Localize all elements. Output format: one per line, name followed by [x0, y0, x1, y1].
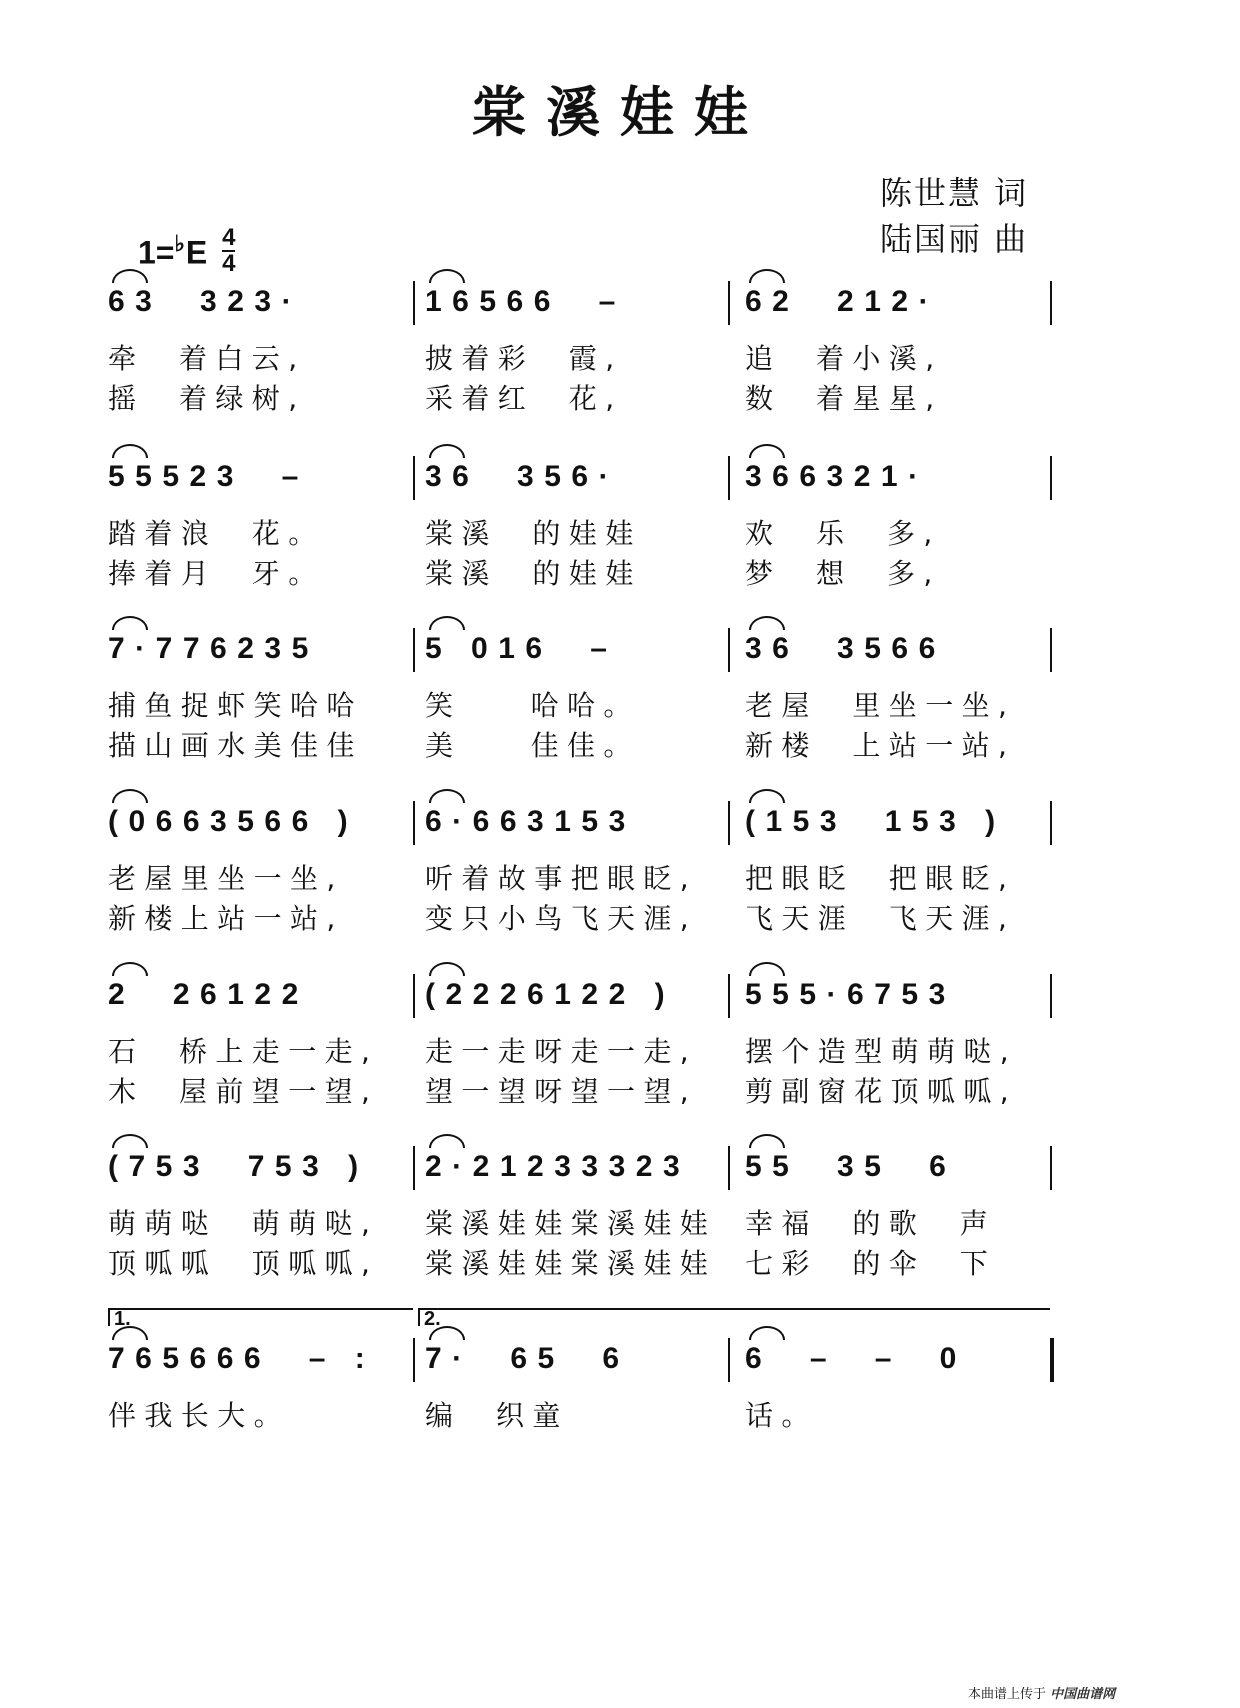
barline: [728, 1338, 730, 1382]
barline: [413, 1146, 415, 1190]
time-denominator: 4: [222, 250, 236, 277]
lyric-verse-1: 棠溪娃娃棠溪娃娃: [425, 1207, 717, 1240]
final-barline: [1050, 1338, 1054, 1382]
slur-mark: [429, 616, 465, 630]
barline: [1050, 281, 1052, 325]
lyric-verse-2: 七彩 的伞 下: [745, 1247, 997, 1280]
barline: [1050, 628, 1052, 672]
slur-mark: [429, 962, 465, 976]
lyric-verse-2: 剪副窗花顶呱呱,: [745, 1075, 1018, 1108]
barline: [413, 456, 415, 500]
key-prefix: 1=: [138, 234, 175, 271]
lyric-verse-2: 采着红 花,: [425, 382, 623, 415]
barline: [728, 628, 730, 672]
volta-1-label: 1.: [114, 1308, 131, 1330]
slur-mark: [749, 269, 785, 283]
barline: [728, 801, 730, 845]
lyric-verse-1: 欢 乐 多,: [745, 517, 941, 550]
song-title: 棠溪娃娃: [472, 80, 768, 144]
lyric-verse-2: 望一望呀望一望,: [425, 1075, 698, 1108]
lyric-verse-2: 棠溪 的娃娃: [425, 557, 642, 590]
measure-notes: 6 – – 0: [745, 1342, 967, 1375]
lyric-verse-2: 木 屋前望一望,: [108, 1075, 379, 1108]
lyric-verse-2: 描山画水美佳佳: [108, 729, 363, 762]
lyric-verse-1: 笑 哈哈。: [425, 689, 640, 722]
lyric-verse-1: 老屋 里坐一坐,: [745, 689, 1016, 722]
barline: [413, 974, 415, 1018]
barline: [1050, 456, 1052, 500]
lyric-verse-1: 摆个造型萌萌哒,: [745, 1035, 1018, 1068]
slur-mark: [749, 789, 785, 803]
measure-notes: 2 26122: [108, 978, 309, 1011]
measure-notes: 55523 –: [108, 460, 309, 493]
time-signature: [222, 226, 235, 276]
lyric-verse-1: 捕鱼捉虾笑哈哈: [108, 689, 363, 722]
slur-mark: [112, 962, 148, 976]
lyricist-credit: 陈世慧 词: [880, 174, 1029, 212]
barline: [728, 281, 730, 325]
measure-notes: 7· 65 6: [425, 1342, 630, 1375]
measure-notes: (753 753 ): [108, 1150, 369, 1183]
barline: [728, 1146, 730, 1190]
measure-notes: 62 212·: [745, 285, 940, 318]
measure-notes: 55 35 6: [745, 1150, 957, 1183]
lyric-verse-2: 新楼上站一站,: [108, 902, 344, 935]
volta-2-bracket-horizontal: [418, 1308, 1050, 1310]
measure-notes: (2226122 ): [425, 978, 676, 1011]
lyric-verse-1: 编 织童: [425, 1399, 569, 1432]
measure-notes: 5 016 –: [425, 632, 618, 665]
volta-1-bracket-vertical: [108, 1308, 110, 1326]
lyric-verse-2: 摇 着绿树,: [108, 382, 306, 415]
slur-mark: [749, 1326, 785, 1340]
slur-mark: [749, 616, 785, 630]
lyric-verse-2: 顶呱呱 顶呱呱,: [108, 1247, 379, 1280]
flat-sign: ♭: [174, 231, 185, 257]
barline: [413, 281, 415, 325]
lyric-verse-1: 石 桥上走一走,: [108, 1035, 379, 1068]
lyric-verse-1: 踏着浪 花。: [108, 517, 325, 550]
measure-notes: (0663566 ): [108, 805, 359, 838]
measure-notes: 6·663153: [425, 805, 636, 838]
composer-credit: 陆国丽 曲: [880, 220, 1029, 258]
lyric-verse-1: 幸福 的歌 声: [745, 1207, 997, 1240]
slur-mark: [112, 1134, 148, 1148]
barline: [413, 1338, 415, 1382]
slur-mark: [429, 269, 465, 283]
measure-notes: (153 153 ): [745, 805, 1006, 838]
slur-mark: [429, 444, 465, 458]
lyric-verse-1: 话。: [745, 1399, 818, 1432]
measure-notes: 36 356·: [425, 460, 620, 493]
slur-mark: [429, 789, 465, 803]
slur-mark: [749, 444, 785, 458]
lyric-verse-1: 牵 着白云,: [108, 342, 306, 375]
lyric-verse-2: 飞天涯 飞天涯,: [745, 902, 1016, 935]
slur-mark: [429, 1134, 465, 1148]
lyric-verse-2: 梦 想 多,: [745, 557, 941, 590]
slur-mark: [749, 1134, 785, 1148]
lyric-verse-1: 萌萌哒 萌萌哒,: [108, 1207, 379, 1240]
barline: [413, 801, 415, 845]
slur-mark: [112, 444, 148, 458]
lyric-verse-1: 披着彩 霞,: [425, 342, 623, 375]
volta-1-bracket-horizontal: [108, 1308, 413, 1310]
lyric-verse-1: 走一走呀走一走,: [425, 1035, 698, 1068]
key-note: E: [185, 234, 208, 271]
lyric-verse-1: 追 着小溪,: [745, 342, 943, 375]
measure-notes: 36 3566: [745, 632, 946, 665]
barline: [413, 628, 415, 672]
site-logo: 中国曲谱网: [1050, 1687, 1116, 1702]
barline: [1050, 1146, 1052, 1190]
slur-mark: [112, 789, 148, 803]
lyric-verse-1: 把眼眨 把眼眨,: [745, 862, 1016, 895]
key-signature: [138, 224, 236, 280]
measure-notes: 63 323·: [108, 285, 303, 318]
barline: [1050, 974, 1052, 1018]
slur-mark: [749, 962, 785, 976]
measure-notes: 2·21233323: [425, 1150, 691, 1183]
volta-2-label: 2.: [424, 1308, 441, 1330]
lyric-verse-1: 老屋里坐一坐,: [108, 862, 344, 895]
lyric-verse-2: 数 着星星,: [745, 382, 943, 415]
lyric-verse-1: 棠溪 的娃娃: [425, 517, 642, 550]
footer-text: 本曲谱上传于: [968, 1687, 1047, 1702]
barline: [728, 456, 730, 500]
measure-notes: 16566 –: [425, 285, 626, 318]
time-numerator: 4: [222, 224, 236, 251]
measure-notes: 765666 – :: [108, 1342, 376, 1375]
slur-mark: [112, 616, 148, 630]
lyric-verse-2: 变只小鸟飞天涯,: [425, 902, 698, 935]
measure-notes: 7·776235: [108, 632, 319, 665]
volta-2-bracket-vertical: [418, 1308, 420, 1326]
lyric-verse-2: 美 佳佳。: [425, 729, 640, 762]
measure-notes: 366321·: [745, 460, 929, 493]
lyric-verse-2: 新楼 上站一站,: [745, 729, 1016, 762]
upload-footer: [968, 1683, 1115, 1702]
lyric-verse-2: 捧着月 牙。: [108, 557, 325, 590]
barline: [1050, 801, 1052, 845]
lyric-verse-1: 伴我长大。: [108, 1399, 291, 1432]
barline: [728, 974, 730, 1018]
measure-notes: 555·6753: [745, 978, 956, 1011]
lyric-verse-1: 听着故事把眼眨,: [425, 862, 698, 895]
lyric-verse-2: 棠溪娃娃棠溪娃娃: [425, 1247, 717, 1280]
